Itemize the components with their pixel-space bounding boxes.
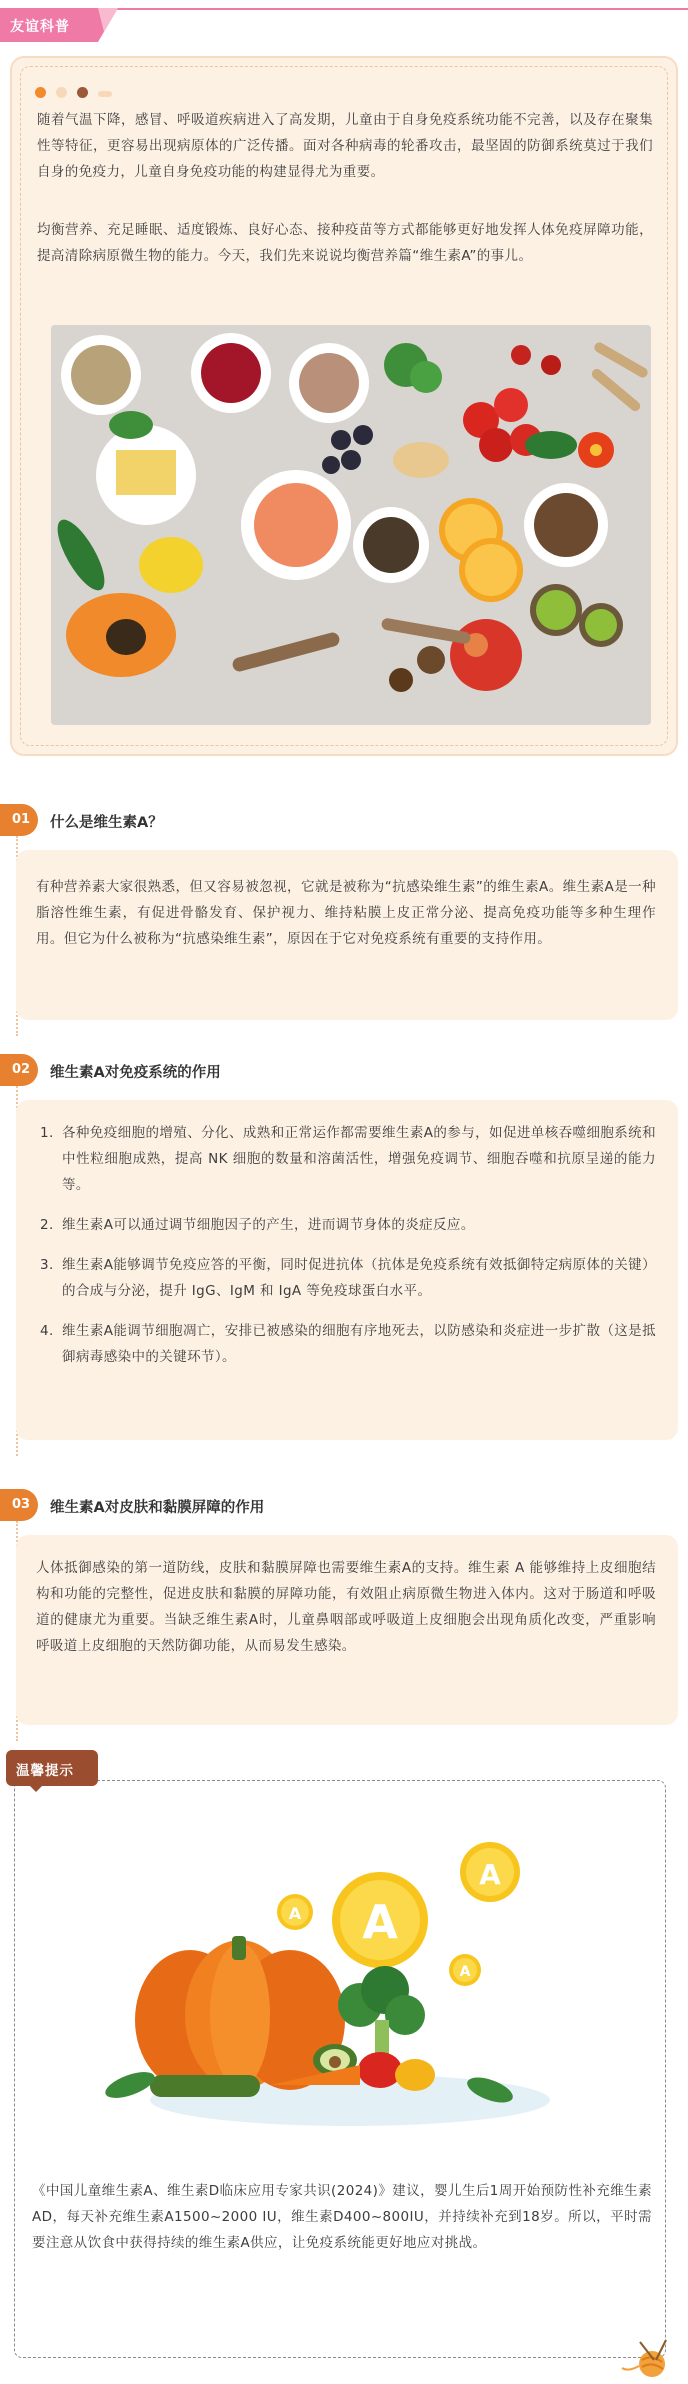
svg-text:A: A <box>479 1858 501 1891</box>
list-item-text: 维生素A可以通过调节细胞因子的产生，进而调节身体的炎症反应。 <box>62 1217 475 1233</box>
section-2-title: 维生素A对免疫系统的作用 <box>50 1065 221 1081</box>
svg-text:A: A <box>288 1904 302 1923</box>
list-item-text: 维生素A能调节细胞凋亡，安排已被感染的细胞有序地死去，以防感染和炎症进一步扩散（这是抵御病毒感染中的关键环节）。 <box>62 1323 656 1365</box>
list-item <box>40 1120 656 1198</box>
list-item-number: 2. <box>40 1217 54 1233</box>
section-3-title: 维生素A对皮肤和黏膜屏障的作用 <box>50 1500 265 1516</box>
list-item-number: 1. <box>40 1125 54 1141</box>
section-2-number: 02 <box>0 1054 38 1086</box>
section-1-box <box>16 850 678 1020</box>
yarn-ball-icon <box>620 2336 680 2380</box>
vitamin-a-bubble-left <box>277 1894 313 1930</box>
section-2-box <box>16 1100 678 1440</box>
healthy-food-image <box>51 325 651 725</box>
header-tag-label: 友谊科普 <box>10 19 70 35</box>
intro-card <box>10 56 678 756</box>
decor-dots <box>35 83 112 102</box>
list-item-text: 各种免疫细胞的增殖、分化、成熟和正常运作都需要维生素A的参与，如促进单核吞噬细胞系统和中性粒细胞成熟，提高 NK 细胞的数量和溶菌活性，增强免疫调节、细胞吞噬和抗原呈递的能力等。 <box>62 1125 656 1193</box>
list-item-text: 维生素A能够调节免疫应答的平衡，同时促进抗体（抗体是免疫系统有效抵御特定病原体的关键）的合成与分泌，提升 IgG、IgM 和 IgA 等免疫球蛋白水平。 <box>62 1257 656 1299</box>
list-item <box>40 1252 656 1304</box>
section-1-text: 有种营养素大家很熟悉，但又容易被忽视，它就是被称为“抗感染维生素”的维生素A。维生素A是一种脂溶性维生素，有促进骨骼发育、保护视力、维持粘膜上皮正常分泌、提高免疫功能等多种生理作用。但它为什么被称为“抗感染维生素”，原因在于它对免疫系统有重要的支持作用。 <box>36 879 656 947</box>
pumpkin-icon <box>135 1936 345 2090</box>
svg-text:A: A <box>459 1964 471 1980</box>
section-1-number: 01 <box>0 804 38 836</box>
tips-tag-label: 温馨提示 <box>16 1763 74 1779</box>
svg-text:A: A <box>362 1895 398 1949</box>
section-3-number: 03 <box>0 1489 38 1521</box>
list-item <box>40 1212 656 1238</box>
header-tag <box>0 8 118 42</box>
vitamin-a-bubble-right <box>460 1842 520 1902</box>
section-1-title: 什么是维生素A？ <box>50 815 163 831</box>
intro-paragraph-1: 随着气温下降，感冒、呼吸道疾病进入了高发期，儿童由于自身免疫系统功能不完善，以及存在聚集性等特征，更容易出现病原体的广泛传播。面对各种病毒的轮番攻击，最坚固的防御系统莫过于我们自身的免疫力，儿童自身免疫功能的构建显得尤为重要。 <box>37 112 653 180</box>
intro-paragraph-2: 均衡营养、充足睡眠、适度锻炼、良好心态、接种疫苗等方式都能够更好地发挥人体免疫屏障功能，提高清除病原微生物的能力。今天，我们先来说说均衡营养篇“维生素A”的事儿。 <box>37 222 653 264</box>
intro-card-inner <box>20 66 668 746</box>
vitamin-a-bubble-large <box>332 1872 428 1968</box>
list-item <box>40 1318 656 1370</box>
tips-text: 《中国儿童维生素A、维生素D临床应用专家共识(2024)》建议，婴儿生后1周开始预防性补充维生素AD，每天补充维生素A1500~2000 IU，维生素D400~800IU，并持续补充到18岁。所以，平时需要注意从饮食中获得持续的维生素A供应，让免疫系统能更好地应对挑战。 <box>32 2183 652 2251</box>
broccoli-icon <box>338 1966 425 2060</box>
pumpkin-vitamin-a-illustration <box>70 1840 630 2140</box>
tips-tag <box>6 1750 98 1792</box>
list-item-number: 3. <box>40 1257 54 1273</box>
section-3-box <box>16 1535 678 1725</box>
immune-effects-list <box>40 1120 656 1384</box>
vitamin-a-bubble-small <box>449 1954 481 1986</box>
section-3-text: 人体抵御感染的第一道防线，皮肤和黏膜屏障也需要维生素A的支持。维生素 A 能够维持上皮细胞结构和功能的完整性，促进皮肤和黏膜的屏障功能，有效阻止病原微生物进入体内。这对于肠道和呼吸道的健康尤为重要。当缺乏维生素A时，儿童鼻咽部或呼吸道上皮细胞会出现角质化改变，严重影响呼吸道上皮细胞的天然防御功能，从而易发生感染。 <box>36 1560 656 1654</box>
list-item-number: 4. <box>40 1323 54 1339</box>
